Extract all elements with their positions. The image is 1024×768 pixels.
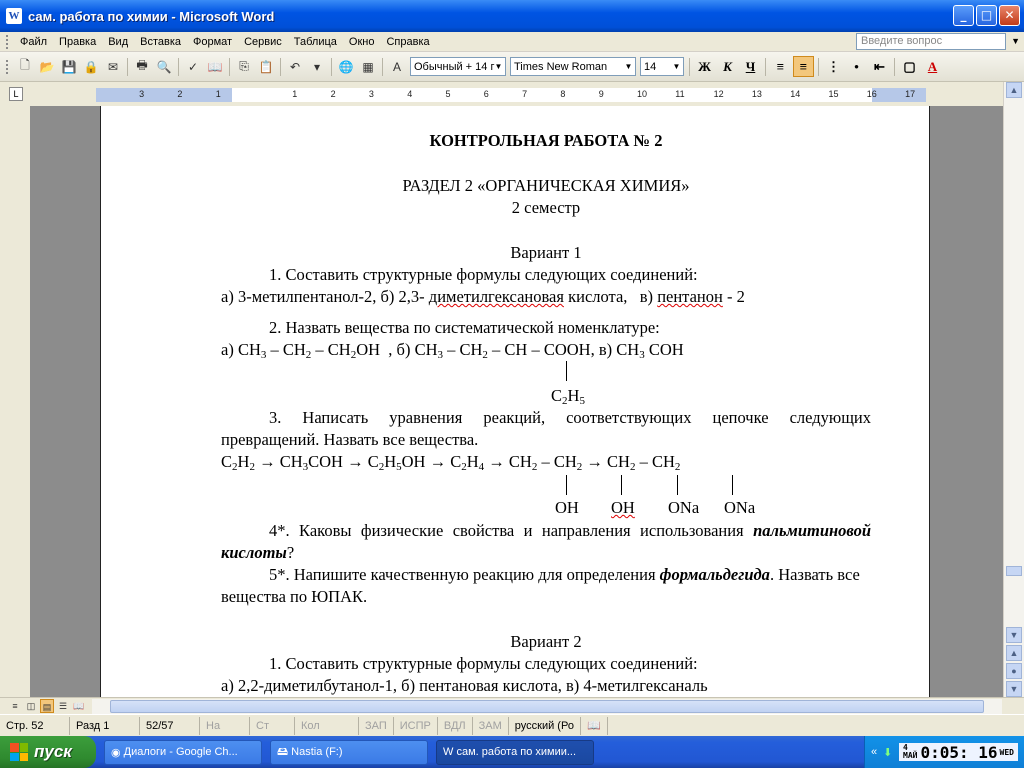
clock[interactable]	[899, 743, 1018, 761]
word-app-icon[interactable]: W	[6, 8, 22, 24]
oh-group-1: OH	[555, 498, 579, 517]
menu-window[interactable]: Окно	[348, 35, 375, 48]
permission-icon[interactable]: 🔒	[83, 59, 99, 74]
ruler-number: 17	[905, 89, 916, 99]
ruler-row	[0, 82, 1024, 106]
ruler-number: 15	[828, 89, 839, 99]
scroll-down-icon[interactable]: ▼	[1006, 627, 1022, 643]
v1-q5: 5*. Напишите качественную реакцию для определения формальдегида. Назвать все вещества по ЮПАК.	[221, 565, 860, 606]
oh-group-2: OH	[611, 498, 635, 517]
v1-q1: 1. Составить структурные формулы следующих соединений:	[269, 265, 698, 284]
clock-time: 0:05: 16	[920, 742, 998, 762]
vertical-ruler-strip	[0, 106, 30, 697]
status-pages: 52/57	[140, 717, 200, 735]
help-search-input[interactable]: Введите вопрос	[856, 33, 1006, 50]
menu-edit[interactable]: Правка	[59, 35, 97, 48]
close-button[interactable]: ✕	[999, 5, 1020, 26]
ruler-number: 2	[330, 89, 336, 99]
menu-format[interactable]: Формат	[193, 35, 233, 48]
ruler-number: 13	[751, 89, 762, 99]
new-document-icon[interactable]: 🗋	[20, 58, 30, 72]
save-icon[interactable]: 💾	[61, 59, 77, 74]
normal-view-icon[interactable]: ≡	[12, 701, 18, 711]
font-color-button[interactable]: A	[927, 58, 938, 74]
scroll-up-icon[interactable]: ▲	[1006, 82, 1022, 98]
style-dropdown-icon[interactable]: ▼	[494, 62, 503, 71]
ruler-number: 1	[215, 89, 221, 99]
font-size-combo[interactable]	[640, 57, 684, 76]
ruler-number: 5	[445, 89, 451, 99]
ruler-number: 9	[598, 89, 604, 99]
ruler-number: 3	[139, 89, 145, 99]
styles-pane-icon[interactable]: A	[392, 59, 401, 74]
menu-grip[interactable]	[6, 35, 10, 49]
decrease-indent-icon[interactable]: ⇤	[874, 58, 885, 74]
maximize-button[interactable]: □	[976, 5, 997, 26]
ruler-number: 1	[292, 89, 298, 99]
spelling-icon[interactable]: ✓	[187, 59, 199, 74]
ruler-number: 7	[522, 89, 528, 99]
v2-q1-answers: а) 2,2-диметилбутанол-1, б) пентановая кислота, в) 4-метилгексаналь	[221, 676, 708, 695]
print-layout-icon[interactable]: ▤	[40, 699, 54, 713]
numbering-icon[interactable]: ⋮	[827, 58, 840, 74]
copy-icon[interactable]: ⎘	[239, 59, 249, 73]
toolbar-grip[interactable]	[6, 60, 10, 74]
v1-q3-groups	[221, 497, 871, 519]
status-at: На	[200, 717, 250, 735]
toolbar	[0, 52, 1024, 82]
ruler-number: 16	[866, 89, 877, 99]
help-dropdown-icon[interactable]: ▼	[1011, 36, 1020, 46]
v1-q2: 2. Назвать вещества по систематической номенклатуре:	[269, 318, 660, 337]
vertical-scrollbar[interactable]	[1003, 82, 1024, 697]
v1-q1-answers: а) 3-метилпентанол-2, б) 2,3- диметилгексановая кислота, в) пентанон - 2	[221, 287, 745, 306]
v1-q2-substituent: $C_2H_5$	[551, 386, 585, 407]
date-month: МАЙ	[903, 751, 918, 760]
spelling-status-icon[interactable]: 📖	[581, 717, 608, 735]
select-browse-object-icon[interactable]: ●	[1006, 663, 1022, 679]
style-combo[interactable]	[410, 57, 506, 76]
next-page-icon[interactable]: ▼	[1006, 681, 1022, 697]
menu-view[interactable]: Вид	[108, 35, 129, 48]
tab-selector[interactable]: L	[9, 87, 23, 101]
vertical-scroll-thumb[interactable]	[1006, 566, 1022, 576]
task-chrome[interactable]: ◉ Диалоги - Google Ch...	[104, 740, 262, 765]
horizontal-scroll-thumb[interactable]	[110, 700, 984, 713]
menu-tools[interactable]: Сервис	[244, 35, 282, 48]
start-button[interactable]	[0, 736, 96, 768]
font-dropdown-icon[interactable]: ▼	[624, 62, 633, 71]
ruler-number: 10	[637, 89, 648, 99]
ruler-number: 12	[713, 89, 724, 99]
doc-semester: 2 семестр	[511, 198, 581, 217]
size-dropdown-icon[interactable]: ▼	[672, 62, 681, 71]
status-ext[interactable]: ВДЛ	[438, 717, 473, 735]
undo-dropdown-icon[interactable]: ▾	[313, 59, 321, 74]
status-rec[interactable]: ЗАП	[359, 717, 394, 735]
v1-q3-bonds	[221, 473, 871, 497]
v1-q3: 3. Написать уравнения реакций, соответствующих цепочке следующих превращений. Назвать все вещества.	[221, 408, 871, 449]
ruler-number: 8	[560, 89, 566, 99]
menu-help[interactable]: Справка	[386, 35, 430, 48]
menu-bar	[0, 32, 1024, 52]
align-center-icon[interactable]: ≡	[793, 56, 814, 77]
status-section: Разд 1	[70, 717, 140, 735]
bold-button[interactable]: Ж	[698, 58, 711, 74]
menu-table[interactable]: Таблица	[293, 35, 337, 48]
task-explorer[interactable]: 🖴 Nastia (F:)	[270, 740, 428, 765]
window-title: сам. работа по химии - Microsoft Word	[28, 8, 275, 24]
system-tray	[864, 736, 1024, 768]
print-preview-icon[interactable]: 🔍	[156, 59, 172, 74]
date-day: 4	[903, 743, 908, 752]
v1-q4: 4*. Каковы физические свойства и направления использования пальмитиновой кислоты?	[221, 521, 871, 562]
v1-q2-branch	[221, 361, 871, 385]
minimize-button[interactable]: _	[953, 5, 974, 26]
status-ovr[interactable]: ЗАМ	[473, 717, 509, 735]
email-icon[interactable]: ✉	[107, 59, 119, 74]
style-value: Обычный + 14 г	[414, 60, 495, 73]
title-bar	[0, 0, 1024, 32]
doc-title: КОНТРОЛЬНАЯ РАБОТА № 2	[429, 131, 663, 150]
menu-insert[interactable]: Вставка	[140, 35, 182, 48]
status-line: Ст	[250, 717, 295, 735]
download-arrow-icon[interactable]: ⬇	[883, 746, 893, 759]
bullets-icon[interactable]: •	[854, 58, 859, 74]
italic-button[interactable]: К	[723, 58, 732, 74]
menu-file[interactable]: Файл	[20, 35, 48, 48]
document-body[interactable]	[221, 106, 871, 697]
ruler-number: 2	[177, 89, 183, 99]
hyperlink-icon[interactable]: 🌐	[338, 59, 354, 74]
windows-logo-icon	[10, 743, 28, 761]
font-value: Times New Roman	[514, 60, 608, 73]
font-combo[interactable]	[510, 57, 636, 76]
research-icon[interactable]: 📖	[207, 59, 223, 74]
clock-day: WED	[999, 747, 1014, 757]
v1-q3-chain: $C_2H_2 \to CH_3COH \to C_2H_5OH \to C_2H_4 \to CH_2 - CH_2 \to CH_2 - CH_2$	[221, 452, 681, 473]
ruler-number: 4	[407, 89, 413, 99]
status-language[interactable]: русский (Ро	[509, 717, 581, 735]
web-view-icon[interactable]: ◫	[26, 701, 36, 711]
start-label: пуск	[34, 742, 72, 761]
doc-section: РАЗДЕЛ 2 «ОРГАНИЧЕСКАЯ ХИМИЯ»	[402, 176, 690, 195]
horizontal-ruler[interactable]	[96, 88, 926, 102]
status-col: Кол	[295, 717, 359, 735]
reading-view-icon[interactable]: 📖	[73, 701, 85, 711]
ruler-number: 11	[675, 89, 685, 99]
ruler-number: 6	[483, 89, 489, 99]
word-task-icon: W	[443, 746, 457, 758]
outline-view-icon[interactable]: ☰	[58, 701, 68, 711]
document-page[interactable]	[100, 106, 930, 697]
prev-page-icon[interactable]: ▲	[1006, 645, 1022, 661]
horizontal-bar	[0, 697, 1024, 714]
v2-q1: 1. Составить структурные формулы следующих соединений:	[269, 654, 698, 673]
print-icon[interactable]: 🖶	[136, 58, 148, 72]
font-size-value: 14	[644, 60, 657, 73]
tray-expand-icon[interactable]: «	[871, 746, 878, 758]
document-workspace	[0, 106, 1003, 697]
status-page: Стр. 52	[0, 717, 70, 735]
borders-icon[interactable]: ▢	[903, 58, 916, 74]
underline-button[interactable]: Ч	[745, 58, 756, 74]
task-word[interactable]: W сам. работа по химии...	[436, 740, 594, 765]
drive-icon: 🖴	[277, 745, 292, 758]
ona-group-1: ONa	[668, 498, 700, 517]
open-folder-icon[interactable]: 📂	[39, 59, 55, 74]
status-trk[interactable]: ИСПР	[394, 717, 438, 735]
chrome-icon: ◉	[111, 746, 124, 759]
align-left-icon[interactable]: ≡	[776, 58, 785, 74]
taskbar	[0, 736, 1024, 768]
ruler-number: 14	[790, 89, 801, 99]
v1-q2-formulas: а) $CH_3 - CH_2 - CH_2OH$ , б) $CH_3 - CH_2$ – CH – COOH, в) $CH_3$ COH	[221, 340, 684, 361]
ona-group-2: ONa	[724, 498, 756, 517]
ruler-number: 3	[368, 89, 374, 99]
table-icon[interactable]: ▦	[362, 59, 374, 74]
status-bar	[0, 714, 1024, 736]
v1-heading: Вариант 1	[510, 243, 582, 262]
undo-icon[interactable]: ↶	[289, 59, 301, 74]
v2-heading: Вариант 2	[510, 632, 582, 651]
paste-icon[interactable]: 📋	[258, 59, 274, 74]
horizontal-scrollbar[interactable]	[92, 699, 1002, 714]
